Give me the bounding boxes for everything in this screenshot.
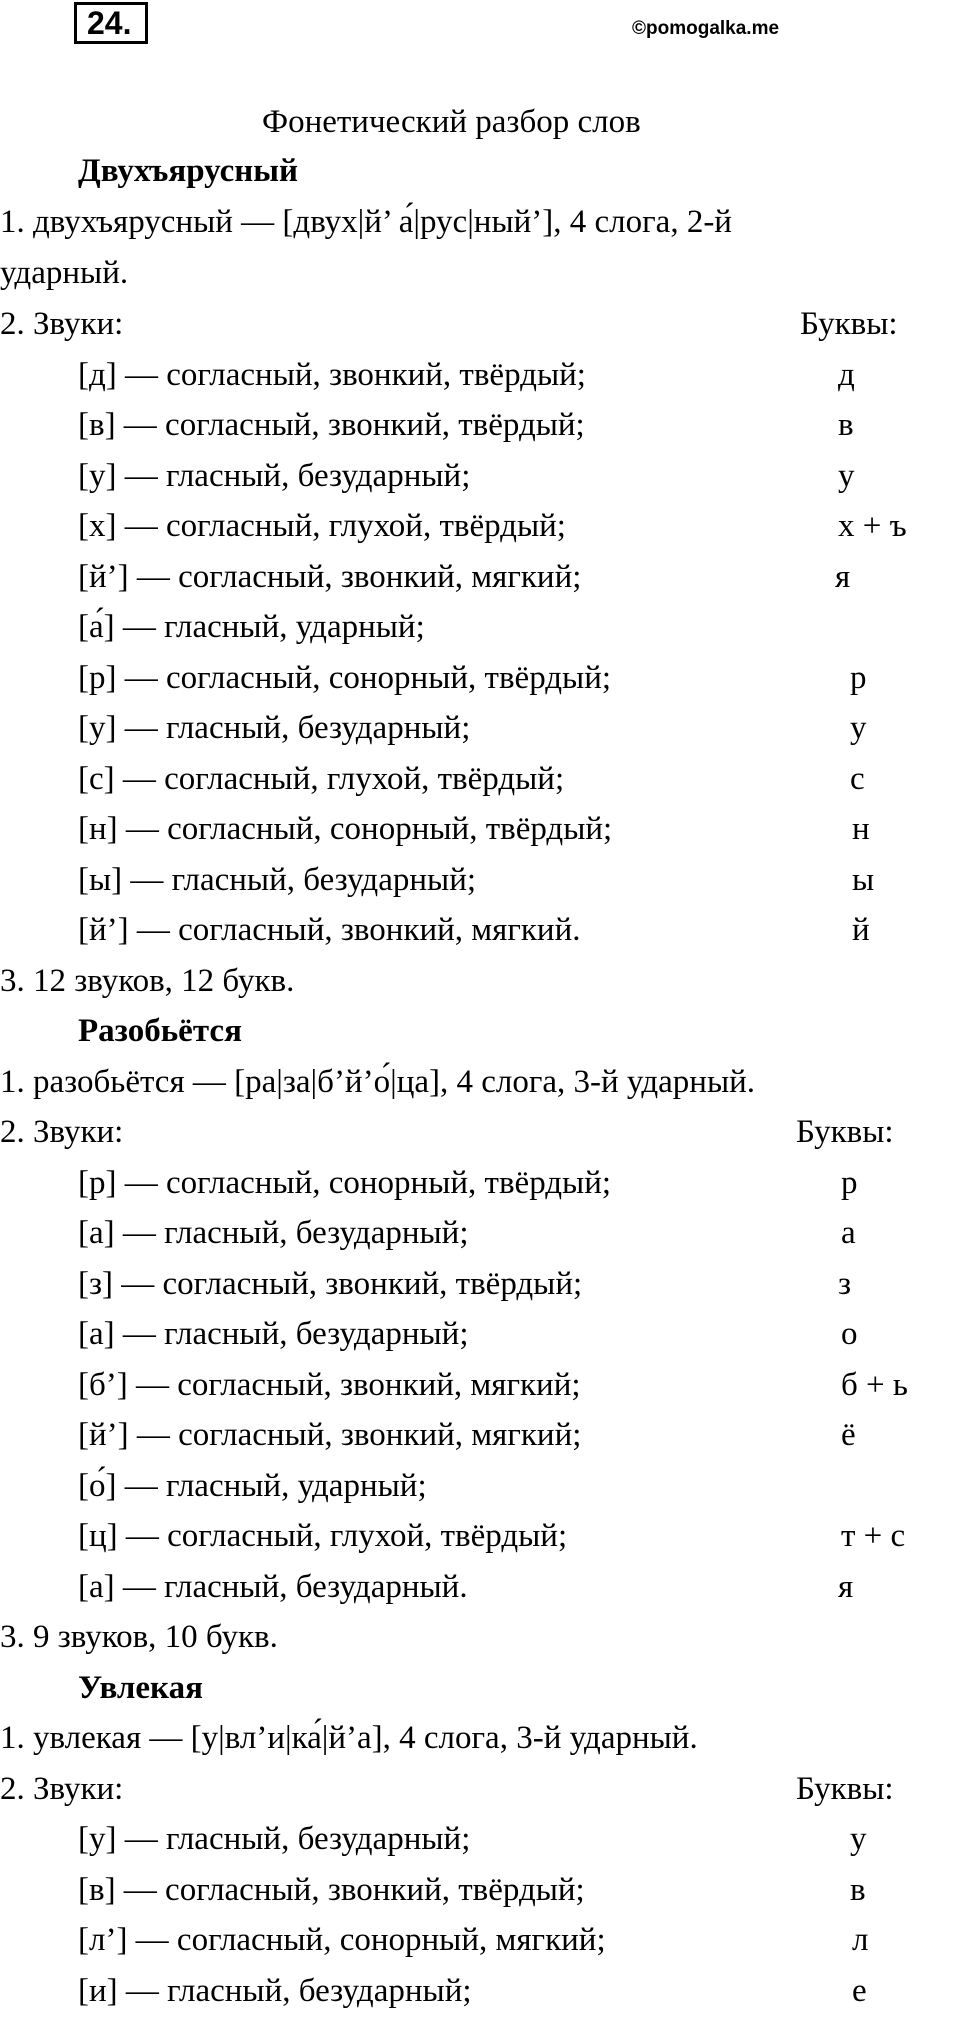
letter-cell: з [838, 1266, 852, 1302]
sound-row: [у] — гласный, безударный; [78, 458, 471, 494]
page-title: Фонетический разбор слов [262, 104, 641, 140]
transcription-line: 1. двухъярусный — [двух|й’ а́|рус|ный’], 4 слога, 2-й [0, 204, 732, 240]
letter-cell: ё [841, 1417, 856, 1453]
word-heading: Разобьётся [78, 1013, 242, 1049]
sounds-label: 2. Звуки: [0, 1114, 124, 1150]
sound-row: [в] — согласный, звонкий, твёрдый; [78, 1872, 585, 1908]
sound-row: [д] — согласный, звонкий, твёрдый; [78, 357, 586, 393]
sound-row: [о́] — гласный, ударный; [78, 1468, 427, 1504]
summary-line: 3. 9 звуков, 10 букв. [0, 1619, 278, 1655]
letter-cell: р [841, 1165, 858, 1201]
sound-row: [х] — согласный, глухой, твёрдый; [78, 508, 566, 544]
sounds-label: 2. Звуки: [0, 1771, 124, 1807]
letter-cell: у [850, 1821, 867, 1857]
sound-row: [ц] — согласный, глухой, твёрдый; [78, 1518, 568, 1554]
watermark: ©pomogalka.me [632, 18, 780, 39]
letter-cell: я [835, 559, 851, 595]
letter-cell: д [838, 357, 855, 393]
letter-cell: е [852, 1973, 867, 2009]
sound-row: [и] — гласный, безударный; [78, 1973, 472, 2009]
sound-row: [ы] — гласный, безударный; [78, 862, 477, 898]
task-number: 24 [87, 5, 123, 41]
sound-row: [у] — гласный, безударный; [78, 710, 471, 746]
sound-row: [с] — согласный, глухой, твёрдый; [78, 761, 565, 797]
sound-row: [н] — согласный, сонорный, твёрдый; [78, 811, 613, 847]
word-heading: Двухъярусный [78, 153, 299, 189]
letter-cell: н [852, 811, 870, 847]
sound-row: [р] — согласный, сонорный, твёрдый; [78, 660, 612, 696]
letters-label: Буквы: [796, 1114, 894, 1150]
letter-cell: р [850, 660, 867, 696]
sound-row: [й’] — согласный, звонкий, мягкий; [78, 1417, 582, 1453]
sound-row: [у] — гласный, безударный; [78, 1821, 471, 1857]
sound-row: [б’] — согласный, звонкий, мягкий; [78, 1367, 581, 1403]
letter-cell: я [838, 1569, 854, 1605]
letter-cell: а [841, 1215, 856, 1251]
letter-cell: у [838, 458, 855, 494]
letter-cell: ы [852, 862, 875, 898]
sound-row: [й’] — согласный, звонкий, мягкий; [78, 559, 582, 595]
letter-cell: л [852, 1922, 869, 1958]
letter-cell: у [850, 710, 867, 746]
letter-cell: б + ь [841, 1367, 908, 1403]
sound-row: [в] — согласный, звонкий, твёрдый; [78, 407, 585, 443]
summary-line: 3. 12 звуков, 12 букв. [0, 963, 295, 999]
word-heading: Увлекая [78, 1670, 203, 1706]
sound-row: [а] — гласный, безударный; [78, 1316, 469, 1352]
sound-row: [а] — гласный, безударный; [78, 1215, 469, 1251]
letter-cell: й [852, 912, 870, 948]
sound-row: [й’] — согласный, звонкий, мягкий. [78, 912, 581, 948]
letters-label: Буквы: [800, 306, 898, 342]
transcription-line: 1. увлекая — [у|вл’и|ка́|й’а], 4 слога, 3-й ударный. [0, 1720, 698, 1756]
sounds-label: 2. Звуки: [0, 306, 124, 342]
letter-cell: с [850, 761, 865, 797]
sound-row: [р] — согласный, сонорный, твёрдый; [78, 1165, 612, 1201]
sound-row: [л’] — согласный, сонорный, мягкий; [78, 1922, 606, 1958]
sound-row: [а] — гласный, безударный. [78, 1569, 468, 1605]
task-number-box: 24. [74, 2, 148, 44]
letter-cell: в [838, 407, 854, 443]
transcription-line: ударный. [0, 255, 129, 291]
letter-cell: х + ъ [838, 508, 907, 544]
letters-label: Буквы: [796, 1771, 894, 1807]
transcription-line: 1. разобьётся — [ра|за|б’й’о́|ца], 4 слога, 3-й ударный. [0, 1064, 756, 1100]
letter-cell: т + с [841, 1518, 906, 1554]
letter-cell: в [850, 1872, 866, 1908]
sound-row: [а́] — гласный, ударный; [78, 609, 425, 645]
sound-row: [з] — согласный, звонкий, твёрдый; [78, 1266, 583, 1302]
letter-cell: о [841, 1316, 858, 1352]
